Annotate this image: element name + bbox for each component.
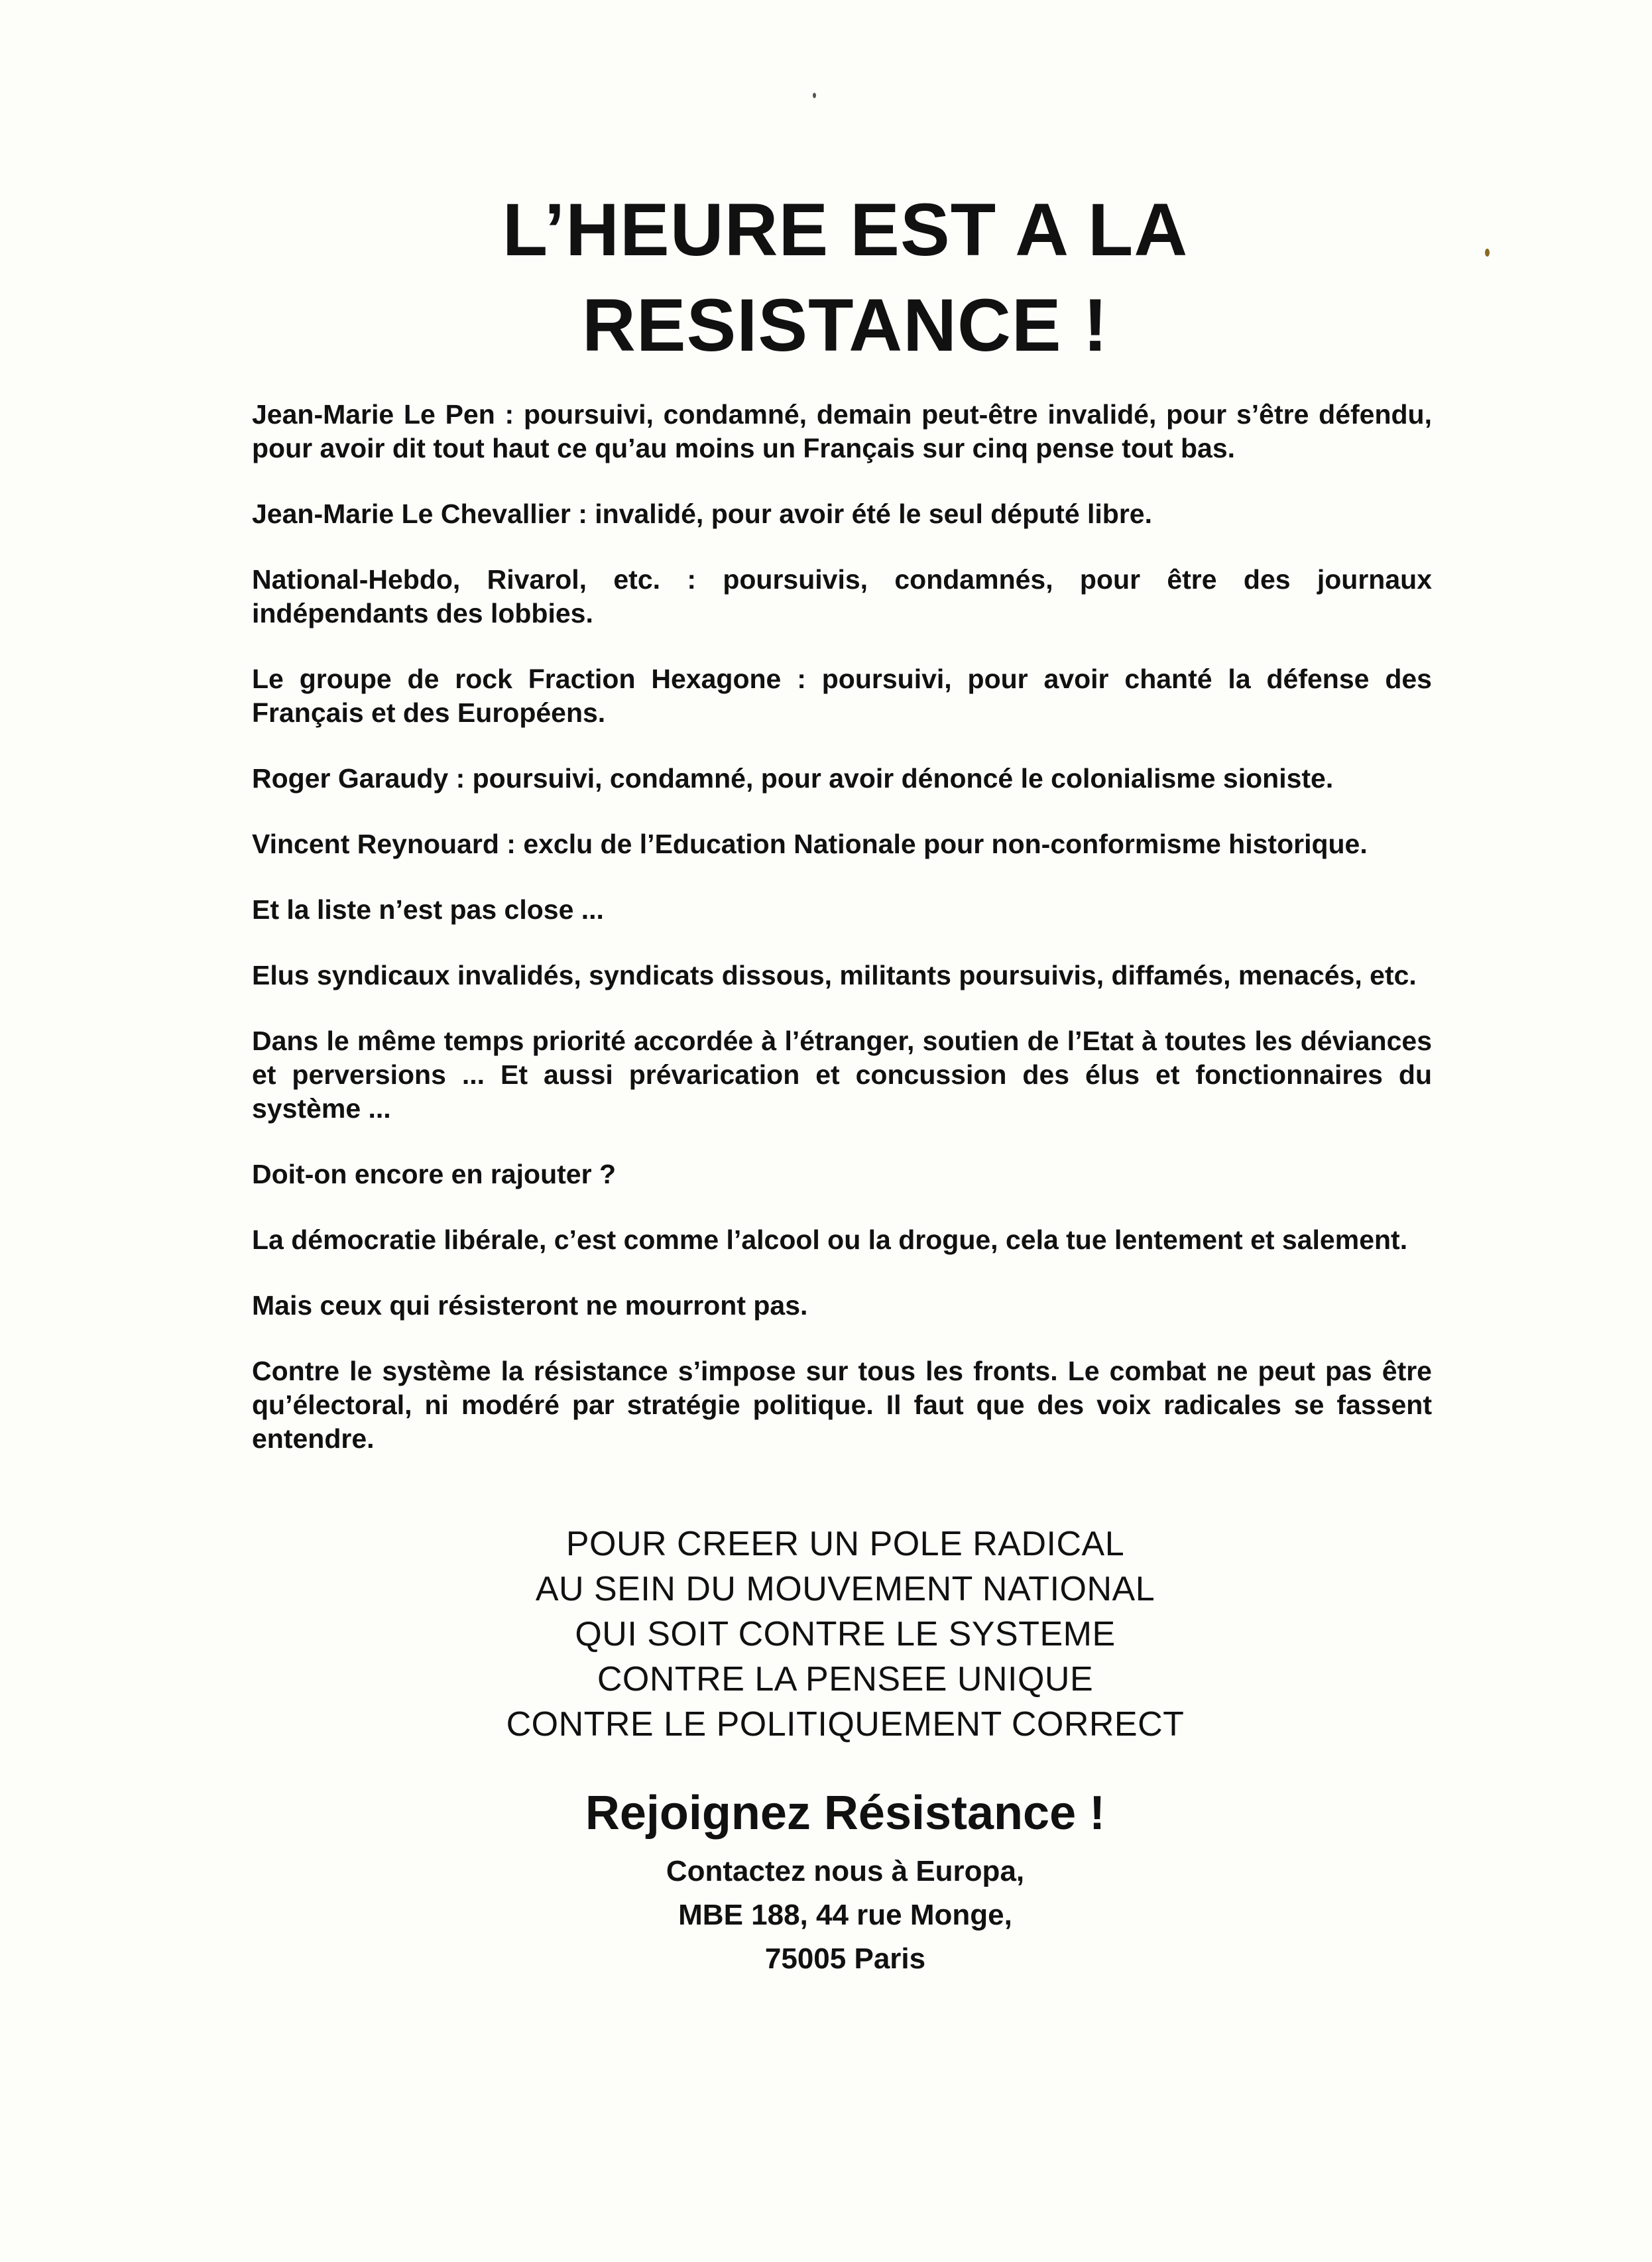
paragraph-garaudy: Roger Garaudy : poursuivi, condamné, pour avoir dénoncé le colonialisme sioniste.	[252, 763, 1334, 794]
slogan-line-5: CONTRE LE POLITIQUEMENT CORRECT	[506, 1705, 1185, 1744]
paragraph-le-chevallier: Jean-Marie Le Chevallier : invalidé, pour avoir été le seul député libre.	[252, 499, 1153, 529]
contact-address	[398, 1850, 1293, 1981]
paragraph-liste: Et la liste n’est pas close ...	[252, 894, 604, 925]
slogan-line-3: QUI SOIT CONTRE LE SYSTEME	[575, 1615, 1116, 1653]
paper-speck-top	[813, 93, 816, 98]
contact-line-2: MBE 188, 44 rue Monge,	[678, 1899, 1012, 1931]
slogan-block	[398, 1521, 1293, 1747]
title-line-2: RESISTANCE !	[582, 284, 1108, 367]
paragraph-national-hebdo: National-Hebdo, Rivarol, etc. : poursuivis, condamnés, pour être des journaux indépendants des lobbies.	[252, 564, 1432, 628]
contact-line-1: Contactez nous à Europa,	[666, 1855, 1025, 1887]
slogan-line-4: CONTRE LA PENSEE UNIQUE	[597, 1660, 1094, 1698]
slogan-line-2: AU SEIN DU MOUVEMENT NATIONAL	[535, 1570, 1155, 1608]
paragraph-rajouter: Doit-on encore en rajouter ?	[252, 1159, 616, 1189]
flyer-title	[398, 182, 1293, 373]
paragraph-fraction-hexagone: Le groupe de rock Fraction Hexagone : poursuivi, pour avoir chanté la défense des Français et des Européens.	[252, 664, 1432, 728]
paragraph-democratie: La démocratie libérale, c’est comme l’alcool ou la drogue, cela tue lentement et salement.	[252, 1224, 1408, 1255]
paragraph-meme-temps: Dans le même temps priorité accordée à l’étranger, soutien de l’Etat à toutes les déviances et perversions ... Et aussi prévarication et concussion des élus et fonctionnaires du système ...	[252, 1026, 1432, 1124]
paper-speck-right	[1485, 249, 1490, 257]
paragraph-contre-systeme: Contre le système la résistance s’impose sur tous les fronts. Le combat ne peut pas être qu’électoral, ni modéré par stratégie politique. Il faut que des voix radicales se fassent entendre.	[252, 1356, 1432, 1454]
contact-line-3: 75005 Paris	[764, 1942, 926, 1975]
paragraph-le-pen: Jean-Marie Le Pen : poursuivi, condamné, demain peut-être invalidé, pour s’être défendu, pour avoir dit tout haut ce qu’au moins un Français sur cinq pense tout bas.	[252, 399, 1432, 463]
call-to-action: Rejoignez Résistance !	[585, 1787, 1106, 1840]
paragraph-resisteront: Mais ceux qui résisteront ne mourront pas.	[252, 1290, 808, 1321]
paragraph-reynouard: Vincent Reynouard : exclu de l’Education Nationale pour non-conformisme historique.	[252, 829, 1368, 859]
slogan-line-1: POUR CREER UN POLE RADICAL	[565, 1525, 1125, 1563]
body-text	[252, 398, 1432, 1488]
title-line-1: L’HEURE EST A LA	[502, 188, 1189, 271]
paragraph-elus-syndicaux: Elus syndicaux invalidés, syndicats dissous, militants poursuivis, diffamés, menacés, etc.	[252, 960, 1417, 990]
